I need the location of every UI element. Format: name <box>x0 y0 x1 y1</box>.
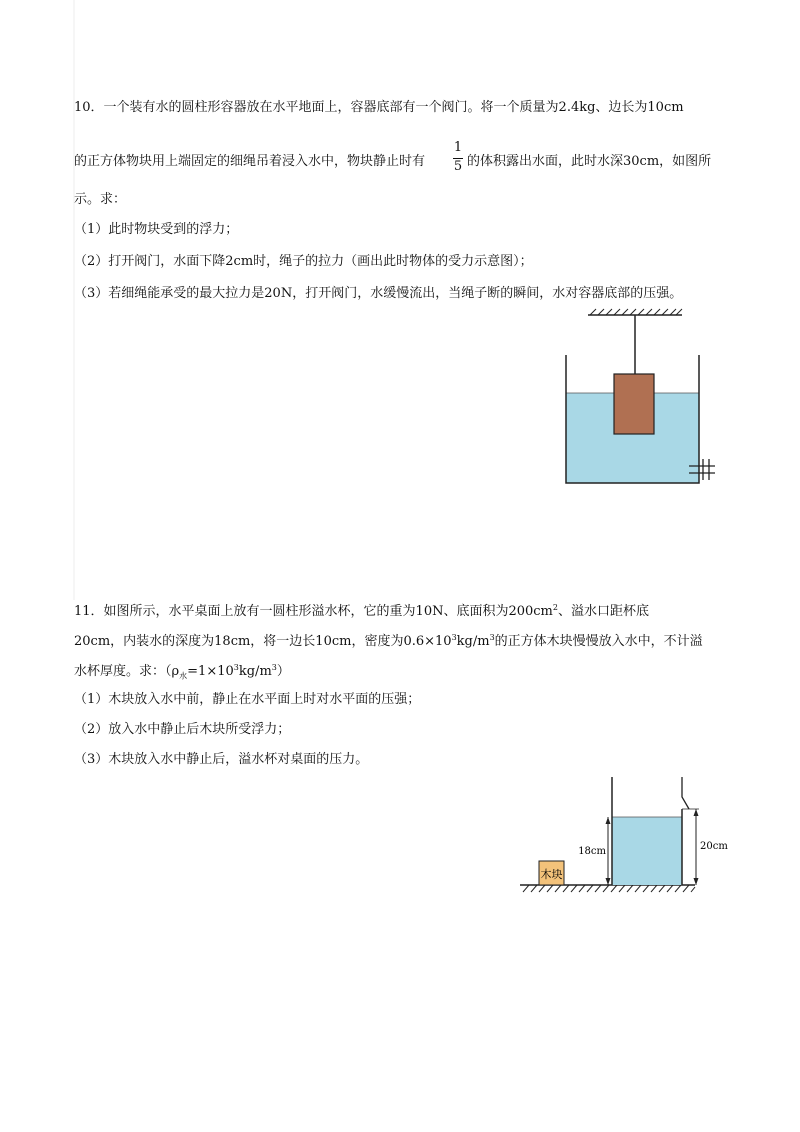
q10-sub-1: （1）此时物块受到的浮力； <box>74 222 239 237</box>
q11-sub-3: （3）木块放入水中静止后，溢水杯对桌面的压力。 <box>74 752 369 767</box>
ceiling-hatch <box>590 309 682 315</box>
depth-label: 18cm <box>578 846 606 857</box>
q11-line-1a: 11．如图所示，水平桌面上放有一圆柱形溢水杯，它的重为10N、底面积为200cm <box>74 604 553 619</box>
q10-line-2a: 的正方体物块用上端固定的细绳吊着浸入水中，物块静止时有 <box>74 154 426 169</box>
cube-block <box>614 374 654 434</box>
q11-line-1 <box>74 598 649 622</box>
q11-line-3-sup1: 3 <box>233 663 239 672</box>
fraction-denominator: 5 <box>453 159 463 174</box>
q11-line-3 <box>74 658 290 687</box>
wooden-block-label: 木块 <box>540 868 563 881</box>
q10-line-2b: 的体积露出水面，此时水深30cm，如图所 <box>467 154 712 169</box>
q10-sub-2: （2）打开阀门，水面下降2cm时，绳子的拉力（画出此时物体的受力示意图）； <box>74 254 533 269</box>
q11-line-2a: 20cm，内装水的深度为18cm，将一边长10cm，密度为0.6×10 <box>74 634 452 649</box>
q10-sub-3: （3）若细绳能承受的最大拉力是20N，打开阀门，水缓慢流出，当绳子断的瞬间，水对容器底部的压强。 <box>74 286 683 301</box>
q11-line-2b: kg/m <box>456 634 490 649</box>
q11-line-2-sup1: 3 <box>451 633 457 642</box>
overflow-spout <box>682 777 689 809</box>
q11-line-2c: 的正方体木块慢慢放入水中，不计溢 <box>494 634 703 649</box>
q11-line-3-sup2: 3 <box>271 663 277 672</box>
q11-line-3c: kg/m <box>238 664 272 679</box>
q11-sub-1: （1）木块放入水中前，静止在水平面上时对水平面的压强； <box>74 692 421 707</box>
q11-line-1-sup: 2 <box>552 603 558 612</box>
q11-line-2-sup2: 3 <box>489 633 495 642</box>
q11-line-3a: 水杯厚度。求：（ρ <box>74 664 180 679</box>
q11-line-3-sub: 水 <box>179 671 188 681</box>
q11-line-3d: ） <box>276 664 290 679</box>
cup-water <box>612 817 682 885</box>
q11-line-3b: =1×10 <box>187 664 234 679</box>
fraction-numerator: 1 <box>453 140 463 155</box>
q11-line-2 <box>74 628 703 652</box>
table-hatch <box>523 885 695 892</box>
q11-sub-2: （2）放入水中静止后木块所受浮力； <box>74 722 291 737</box>
q10-figure <box>555 305 715 495</box>
q10-line-1: 10．一个装有水的圆柱形容器放在水平地面上，容器底部有一个阀门。将一个质量为2.4kg、边长为10cm <box>74 100 684 115</box>
q10-line-3: 示。求： <box>74 192 127 207</box>
q11-line-1b: 、溢水口距杯底 <box>557 604 649 619</box>
height-label: 20cm <box>700 841 728 852</box>
q11-figure <box>515 772 728 900</box>
